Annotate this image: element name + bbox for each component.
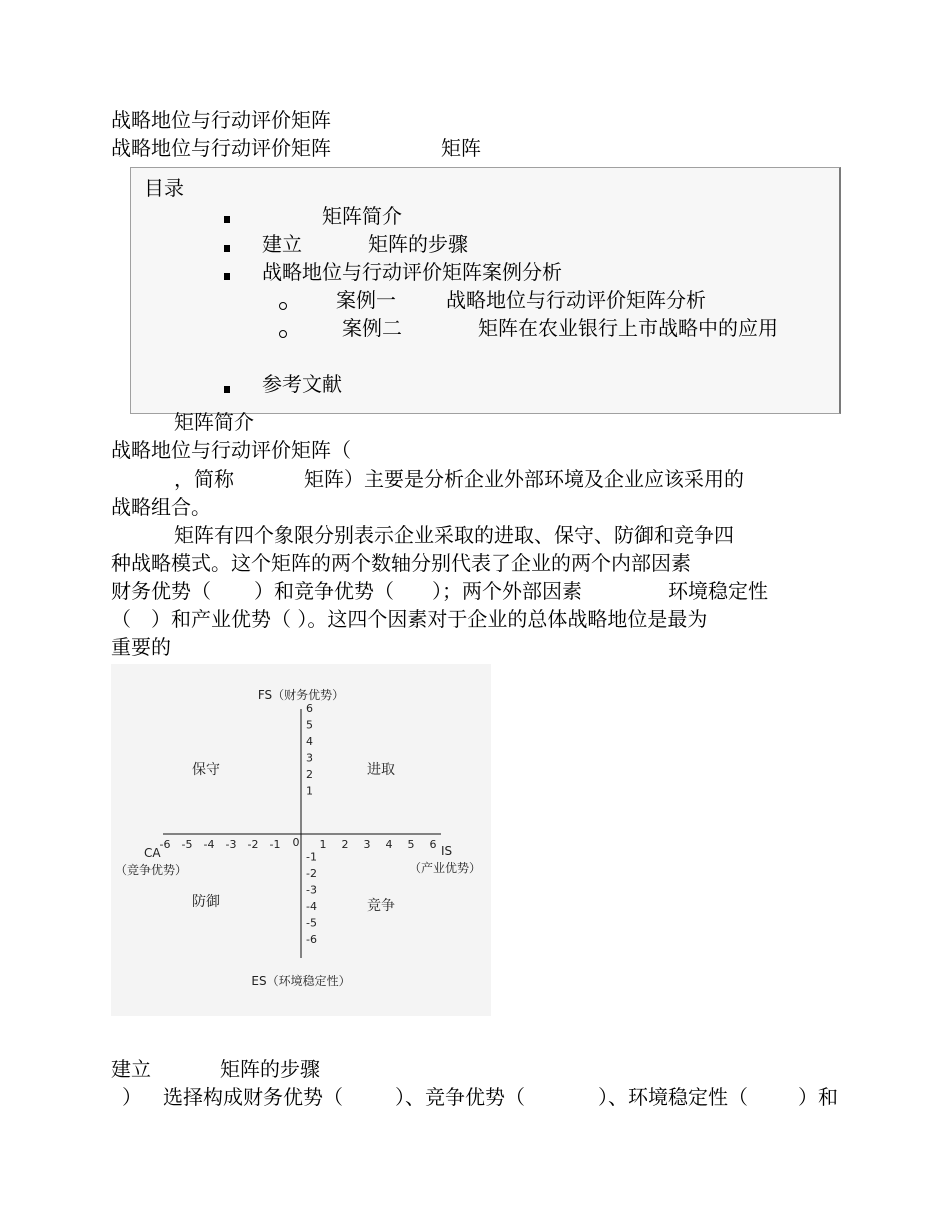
space-matrix-chart: [111, 664, 491, 1016]
square-bullet-icon: [224, 245, 230, 252]
y-tick-label: -4: [306, 900, 317, 913]
y-tick-label: -2: [306, 867, 317, 880]
y-tick-label: -1: [306, 850, 317, 864]
toc-link-steps-pre[interactable]: 建立: [262, 232, 302, 256]
x-tick-label: -2: [247, 838, 259, 851]
paragraph-line: 环境稳定性: [668, 579, 768, 603]
toc-link-case1-pre[interactable]: 案例一: [336, 288, 396, 312]
x-tick-label: 5: [407, 838, 415, 851]
paragraph-line: ，简称: [174, 467, 234, 491]
toc-link-intro[interactable]: 矩阵简介: [322, 204, 402, 228]
y-tick-label: 3: [306, 751, 313, 765]
paragraph-line: ）和竞争优势（: [254, 579, 394, 603]
square-bullet-icon: [224, 273, 230, 280]
toc-link-case2[interactable]: 矩阵在农业银行上市战略中的应用: [478, 316, 778, 340]
circle-bullet-icon: [279, 302, 287, 310]
y-tick-label: -6: [306, 933, 317, 946]
circle-bullet-icon: [279, 330, 287, 338]
space-matrix-svg: [111, 664, 491, 1016]
x-tick-label: 6: [429, 838, 437, 851]
paragraph-line: 矩阵）主要是分析企业外部环境及企业应该采用的: [304, 467, 744, 491]
y-tick-label: -3: [306, 883, 317, 897]
x-tick-label: 3: [363, 838, 371, 851]
paragraph-line: 选择构成财务优势（: [163, 1085, 343, 1109]
quadrant-label-conservative: 保守: [192, 762, 220, 778]
axis-label-is-desc: （产业优势）: [409, 861, 482, 875]
paragraph-line: 矩阵有四个象限分别表示企业采取的进取、保守、防御和竞争四: [174, 523, 734, 547]
section-title-steps-pre: 建立: [111, 1057, 151, 1081]
axis-label-es: ES（环境稳定性）: [251, 974, 351, 988]
square-bullet-icon: [224, 386, 230, 393]
paragraph-line: （ ）和产业优势（ ）。这四个因素对于企业的总体战略地位是最为: [111, 607, 708, 631]
y-tick-label: 4: [306, 735, 313, 748]
paragraph-line: ）、环境稳定性（: [598, 1085, 748, 1109]
page-subtitle: 战略地位与行动评价矩阵: [111, 136, 331, 160]
toc-link-references[interactable]: 参考文献: [262, 372, 342, 396]
axis-label-fs: FS（财务优势）: [257, 688, 345, 702]
y-tick-label: 6: [306, 702, 313, 715]
y-tick-label: 5: [306, 718, 313, 732]
quadrant-label-aggressive: 进取: [367, 762, 395, 778]
y-tick-label: 1: [306, 784, 313, 798]
paragraph-line: 财务优势（: [111, 579, 211, 603]
toc-link-case2-pre[interactable]: 案例二: [342, 316, 402, 340]
x-tick-label: 1: [319, 838, 327, 851]
toc-link-cases[interactable]: 战略地位与行动评价矩阵案例分析: [262, 260, 562, 284]
y-tick-label: 2: [306, 768, 313, 781]
quadrant-label-defensive: 防御: [192, 894, 220, 910]
toc-link-case1[interactable]: 战略地位与行动评价矩阵分析: [446, 288, 706, 312]
axis-label-ca-desc: （竞争优势）: [115, 863, 188, 877]
x-tick-label: 4: [385, 838, 393, 851]
step-number: ）: [122, 1085, 142, 1109]
y-tick-label: -5: [306, 916, 317, 930]
x-tick-label: -5: [181, 838, 193, 851]
axis-label-ca: CA: [144, 846, 161, 860]
paragraph-line: ）；两个外部因素: [432, 579, 582, 603]
page-title: 战略地位与行动评价矩阵: [111, 108, 331, 132]
x-tick-label: 0: [292, 836, 300, 849]
paragraph-line: 种战略模式。这个矩阵的两个数轴分别代表了企业的两个内部因素: [111, 551, 691, 575]
section-title-intro: 矩阵简介: [174, 410, 254, 434]
section-title-steps: 矩阵的步骤: [220, 1057, 320, 1081]
toc-title: 目录: [144, 176, 184, 200]
x-tick-label: 2: [341, 838, 349, 851]
square-bullet-icon: [224, 216, 230, 223]
x-tick-label: -6: [159, 838, 171, 851]
axis-label-is: IS: [441, 844, 453, 858]
x-tick-label: -4: [203, 838, 215, 851]
paragraph-line: ）和: [798, 1085, 838, 1109]
page-subtitle-suffix: 矩阵: [441, 136, 481, 160]
quadrant-label-competitive: 竞争: [367, 898, 395, 914]
toc-link-steps[interactable]: 矩阵的步骤: [368, 232, 468, 256]
paragraph-line: 重要的: [111, 635, 171, 659]
x-tick-label: -3: [225, 838, 237, 851]
paragraph-line: ）、竞争优势（: [395, 1085, 525, 1109]
x-tick-label: -1: [269, 838, 281, 851]
paragraph-line: 战略地位与行动评价矩阵（: [111, 438, 351, 462]
paragraph-line: 战略组合。: [111, 495, 211, 519]
